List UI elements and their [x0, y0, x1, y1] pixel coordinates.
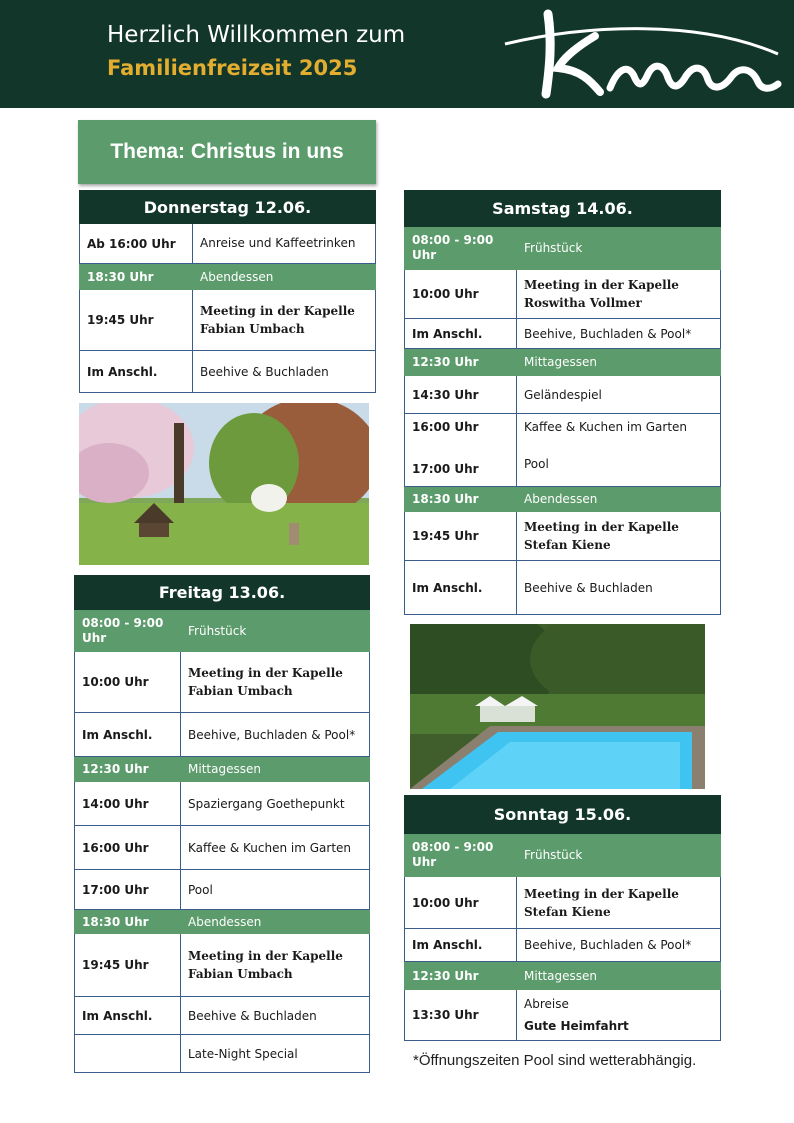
- schedule-sonntag: [404, 795, 721, 1041]
- activity-cell: [517, 414, 721, 487]
- activity-line: Abreise: [524, 997, 569, 1011]
- event-title: Familienfreizeit 2025: [107, 56, 358, 80]
- activity-cell: Abendessen: [181, 910, 370, 934]
- meeting-title: Meeting in der Kapelle: [188, 949, 343, 963]
- meeting-title: Meeting in der Kapelle: [524, 278, 679, 292]
- time-cell: 08:00 - 9:00 Uhr: [405, 227, 517, 270]
- header-bar: [0, 0, 794, 108]
- activity-line: Pool: [524, 457, 549, 471]
- meeting-cell: [517, 512, 721, 561]
- time-cell: Im Anschl.: [75, 997, 181, 1035]
- day-title: Freitag 13.06.: [75, 576, 370, 610]
- time-line: 17:00 Uhr: [412, 462, 479, 476]
- activity-cell: Kaffee & Kuchen im Garten: [181, 826, 370, 870]
- time-cell: Im Anschl.: [75, 713, 181, 757]
- meeting-cell: [517, 270, 721, 319]
- meeting-title: Meeting in der Kapelle: [188, 666, 343, 680]
- time-cell: 08:00 - 9:00 Uhr: [405, 834, 517, 877]
- time-cell: 08:00 - 9:00 Uhr: [75, 610, 181, 652]
- time-cell: Im Anschl.: [405, 561, 517, 615]
- activity-cell: Late-Night Special: [181, 1035, 370, 1073]
- time-cell: 12:30 Uhr: [405, 349, 517, 376]
- time-cell: 18:30 Uhr: [75, 910, 181, 934]
- time-cell: [405, 414, 517, 487]
- welcome-line: Herzlich Willkommen zum: [107, 22, 406, 48]
- farewell-text: Gute Heimfahrt: [524, 1019, 629, 1033]
- time-line: 16:00 Uhr: [412, 420, 479, 434]
- time-cell: 19:45 Uhr: [80, 290, 193, 351]
- activity-cell: Spaziergang Goethepunkt: [181, 782, 370, 826]
- day-title: Donnerstag 12.06.: [80, 191, 376, 224]
- time-cell: Im Anschl.: [405, 319, 517, 349]
- activity-cell: Beehive, Buchladen & Pool*: [181, 713, 370, 757]
- activity-cell: Abendessen: [193, 264, 376, 290]
- time-cell: 18:30 Uhr: [80, 264, 193, 290]
- activity-cell: Abendessen: [517, 487, 721, 512]
- activity-cell: Frühstück: [517, 834, 721, 877]
- time-cell: 17:00 Uhr: [75, 870, 181, 910]
- time-cell: [75, 1035, 181, 1073]
- time-cell: 12:30 Uhr: [405, 962, 517, 990]
- meeting-cell: [181, 652, 370, 713]
- time-cell: 10:00 Uhr: [75, 652, 181, 713]
- meeting-title: Meeting in der Kapelle: [524, 886, 679, 901]
- activity-cell: Beehive & Buchladen: [181, 997, 370, 1035]
- activity-line: Kaffee & Kuchen im Garten: [524, 420, 688, 434]
- meeting-cell: [181, 934, 370, 997]
- activity-cell: Mittagessen: [517, 349, 721, 376]
- time-cell: Im Anschl.: [80, 351, 193, 393]
- km-logo-icon: [500, 6, 785, 102]
- pool-photo: [410, 624, 705, 789]
- activity-cell: Geländespiel: [517, 376, 721, 414]
- speaker-name: Fabian Umbach: [188, 967, 293, 981]
- time-cell: 10:00 Uhr: [405, 270, 517, 319]
- time-cell: 14:00 Uhr: [75, 782, 181, 826]
- meeting-cell: [517, 877, 721, 929]
- pool-footnote: *Öffnungszeiten Pool sind wetterabhängig.: [413, 1052, 697, 1069]
- time-cell: 19:45 Uhr: [405, 512, 517, 561]
- speaker-name: Roswitha Vollmer: [524, 296, 642, 310]
- activity-cell: Anreise und Kaffeetrinken: [193, 224, 376, 264]
- day-title: Sonntag 15.06.: [405, 796, 721, 834]
- meeting-cell: [193, 290, 376, 351]
- activity-cell: Beehive & Buchladen: [517, 561, 721, 615]
- speaker-name: Fabian Umbach: [200, 322, 305, 336]
- activity-cell: Frühstück: [181, 610, 370, 652]
- time-cell: Ab 16:00 Uhr: [80, 224, 193, 264]
- activity-cell: Pool: [181, 870, 370, 910]
- theme-banner: Thema: Christus in uns: [78, 120, 376, 184]
- time-cell: 13:30 Uhr: [405, 990, 517, 1041]
- garden-photo: [79, 403, 369, 565]
- schedule-freitag: [74, 575, 370, 1073]
- day-title: Samstag 14.06.: [405, 191, 721, 227]
- activity-cell: [517, 990, 721, 1041]
- speaker-name: Stefan Kiene: [524, 904, 611, 919]
- time-cell: 18:30 Uhr: [405, 487, 517, 512]
- activity-cell: Mittagessen: [517, 962, 721, 990]
- time-cell: 12:30 Uhr: [75, 757, 181, 782]
- activity-cell: Frühstück: [517, 227, 721, 270]
- activity-cell: Beehive, Buchladen & Pool*: [517, 929, 721, 962]
- speaker-name: Fabian Umbach: [188, 684, 293, 698]
- meeting-title: Meeting in der Kapelle: [524, 520, 679, 534]
- activity-cell: Beehive, Buchladen & Pool*: [517, 319, 721, 349]
- schedule-samstag: [404, 190, 721, 615]
- activity-cell: Beehive & Buchladen: [193, 351, 376, 393]
- time-cell: 10:00 Uhr: [405, 877, 517, 929]
- schedule-donnerstag: [79, 190, 376, 393]
- activity-cell: Mittagessen: [181, 757, 370, 782]
- time-cell: Im Anschl.: [405, 929, 517, 962]
- time-cell: 14:30 Uhr: [405, 376, 517, 414]
- speaker-name: Stefan Kiene: [524, 538, 611, 552]
- time-cell: 19:45 Uhr: [75, 934, 181, 997]
- time-cell: 16:00 Uhr: [75, 826, 181, 870]
- meeting-title: Meeting in der Kapelle: [200, 304, 355, 318]
